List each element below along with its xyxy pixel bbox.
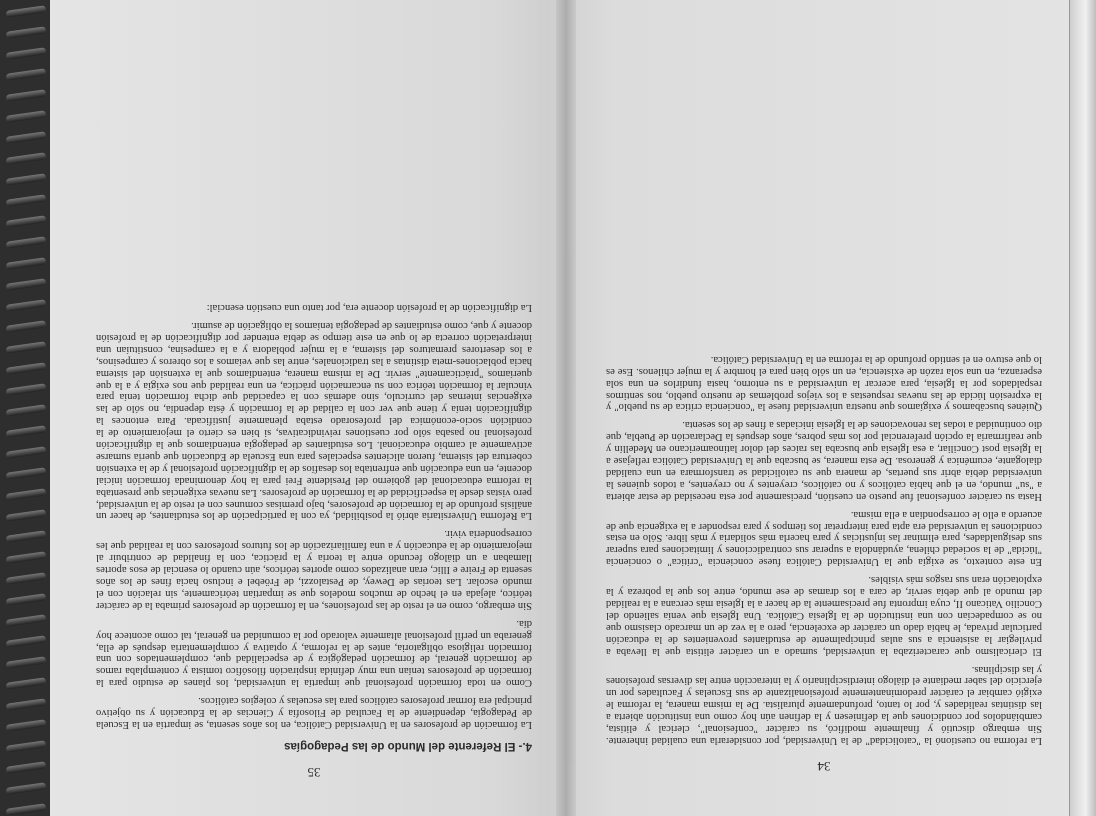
binding-coil [6, 740, 47, 752]
binding-coil [6, 719, 47, 731]
binding-coil [6, 551, 47, 563]
binding-coil [6, 131, 47, 143]
paragraph: Como en toda formación profesional que impartía la universidad, los planes de estudio para la formación de profesores tenían una muy definida inspiración filosófico tomista y contemplaba ramos de formación general, de formación pedagógica y de especialidad que, complementados con una formación religiosa obligatoria, antes de la reforma, y optativa y complementaria después de ella, generaba un perfil profesional altamente valorado por la comunidad en general, tal como acontece hoy día. [96, 617, 532, 689]
binding-coil [6, 614, 47, 626]
binding-coil [6, 299, 47, 311]
binding-coil [6, 572, 47, 584]
binding-coil [6, 5, 47, 17]
binding-coil [6, 173, 47, 185]
binding-coil [6, 782, 47, 794]
page-fold-shadow [556, 0, 576, 816]
page-number: 35 [307, 765, 321, 780]
spiral-binding [0, 0, 50, 816]
paragraph: La Reforma Universitaria abrió la posibilidad, ya con la participación de los estudiantes, de hacer un análisis profundo de la formación de profesores, bajo premisas comunes con el resto de la universidad, pero vistas desde la especificidad de la formación de profesores. Las nuevas exigencias que presentaba la reforma educacional del gobierno del Presidente Frei para la hoy denominada formación inicial docente, en una educación que enfrentaba los desafíos de la dignificación profesional y de la extensión cobertura del sistema, fueron alicientes especiales para una Escuela de Educación que quería sumarse activamente al cambio educacional. Los estudiantes de pedagogía entendíamos que la dignificación profesional no pasaba sólo por cuestiones reivindicativas, si bien es cierto el mejoramiento de la condición socio-económica del profesorado estaba plenamente justificada. Para entonces la dignificación tenía y tiene que ver con la calidad de la formación y ésta dependía, no sólo de las exigencias internas del currículo, sino además con la capacidad que dicha formación tenía para vincular la formación teórica con su encarnación práctica, en una realidad que nos exigía y a la que queríamos "prácticamente" servir. De la misma manera, entendíamos que la extensión del sistema hacia poblaciones-meta distintas a las tradicionales, entre las que veíamos a los obreros y campesinos, a los desertores prematuros del sistema, a la mujer pobladora y a la campesina, constituían una interpretación correcta de lo que en este tiempo se debía entender por dignificación de la profesión docente y que, como estudiantes de pedagogía teníamos la obligación de asumir. [96, 320, 532, 522]
binding-coil [6, 383, 47, 395]
binding-coil [6, 509, 47, 521]
binding-coil [6, 236, 47, 248]
right-page [56, 0, 556, 816]
binding-coil [6, 803, 47, 815]
binding-coil [6, 341, 47, 353]
binding-coil [6, 425, 47, 437]
binding-coil [6, 698, 47, 710]
binding-coil [6, 530, 47, 542]
paragraph: Quiénes buscábamos y exigíamos que nuestra universidad fuese la "conciencia crítica de su pueblo" y la expresión lúcida de las nuevas respuestas a los viejos problemas de nuestro pueblo, nos sentimos respaldados por la Iglesia, para acercar la universidad a su entorno, hasta fundirlos en una sola esperanza, en una sola razón de existencia, en un sólo bien para el hombre y la mujer chilenos. Ese es lo que estuvo en el sentido profundo de la reforma en la Universidad Católica. [606, 353, 1042, 413]
binding-coil [6, 677, 47, 689]
binding-coil [6, 320, 47, 332]
binding-coil [6, 761, 47, 773]
paragraph: La dignificación de la profesión docente era, por tanto una cuestión esencial: [206, 302, 532, 314]
binding-coil [6, 635, 47, 647]
paragraph: La formación de profesores en la Universidad Católica, en los años sesenta, se impartía en la Escuela de Pedagogía, dependiente de la Facultad de Filosofía y Ciencias de la Educación y su objetivo principal era formar profesores católicos para las escuelas y colegios católicos. [96, 695, 532, 730]
paragraph: Hasta su carácter confesional fue puesto en cuestión, precisamente por esta necesidad de estar abierta a "su" mundo, en el que había católicos y no católicos, creyentes y no creyentes, a todos quienes la universidad debía abrir sus puertas, de manera que su catolicidad se transformara en una cualidad dialogante, ecuménica y generosa. De esta manera, se buscaba que la Universidad Católica reflejase a la Iglesia post Conciliar, a esa Iglesia que buscaba las raíces del dolor latinoamericano en Medellín y que reafirmaría la opción preferencial por los más pobres, años después la Declaración de Puebla, que dio continuidad a todas las renovaciones de la Iglesia iniciadas a fines de los sesenta. [606, 419, 1042, 502]
paragraph: La reforma no cuestionó la "catolicidad" de la Universidad, por considerarla una cualidad inherente. Sin embargo discutió y finalmente modificó, su carácter "confesional", clerical y elitista, cambiándolos por condiciones que la definiesen y la definen aún hoy como una institución abierta a las distintas realidades y, por lo tanto, profundamente pluralista. De la misma manera, la reforma le exigió cambiar el carácter predominantemente profesionalizante de sus Escuelas y Facultades por un ejercicio del saber mediante el diálogo interdisciplinario y la interacción entre las diversas profesiones y las disciplinas. [606, 663, 1042, 746]
binding-coil [6, 593, 47, 605]
left-page [576, 0, 1096, 816]
paragraph: El clericalismo que caracterizaba la universidad, sumado a un carácter elitista que la llevaba a privilegiar la asistencia a sus aulas principalmente de estudiantes provenientes de la educación particular privada, le había dado un carácter de excelencia, pero a la vez de un marcado clasismo que no se compadecían con una institución de la Iglesia Católica. Una Iglesia que venía saliendo del Concilio Vaticano II, cuya impronta fue precisamente la de hacer a la Iglesia más cercana a la realidad del mundo al que debía servir, de cara a los dramas de ese mundo, entre los que la pobreza y la explotación eran sus rasgos más visibles. [606, 574, 1042, 657]
paragraph: Sin embargo, como en el resto de las profesiones, en la formación de profesores primaba la de carácter teórico, alejada en el hecho de muchos modelos que se impartían teóricamente, sin relación con el mundo escolar. Las teorías de Dewey, de Pestalozzi, de Fröebel e incluso hacia fines de los años sesenta de Freire e Illic, eran analizados como aportes teóricos, aún cuando lo esencial de esos aportes llamaban a un diálogo fecundo entre la teoría y la práctica, con la finalidad de contribuir al mejoramiento de la educación y a una familiarización de los futuros profesores con la realidad que les correspondería vivir. [96, 528, 532, 611]
binding-coil [6, 152, 47, 164]
binding-coil [6, 656, 47, 668]
binding-coil [6, 47, 47, 59]
binding-coil [6, 362, 47, 374]
binding-coil [6, 278, 47, 290]
binding-coil [6, 404, 47, 416]
paragraph: En este contexto, se exigía que la Universidad Católica fuese conciencia "crítica" o conciencia "lúcida" de la sociedad chilena, ayudándola a superar sus contradicciones y limitaciones para superar sus desigualdades, para eliminar las injusticias y para hacerla más solidaria y más libre. Sólo en estas condiciones la universidad era apta para interpretar los tiempos y para responder a la exigencia que de acuerdo a ello le correspondían a ella misma. [606, 508, 1042, 568]
page-stack-edge [1069, 0, 1096, 816]
page-number: 34 [817, 759, 831, 774]
binding-coil [6, 446, 47, 458]
binding-coil [6, 467, 47, 479]
binding-coil [6, 488, 47, 500]
binding-coil [6, 257, 47, 269]
binding-coil [6, 215, 47, 227]
binding-coil [6, 194, 47, 206]
section-heading: 4.- El Referente del Mundo de las Pedagogías [284, 740, 532, 752]
binding-coil [6, 89, 47, 101]
binding-coil [6, 68, 47, 80]
binding-coil [6, 26, 47, 38]
binding-coil [6, 110, 47, 122]
